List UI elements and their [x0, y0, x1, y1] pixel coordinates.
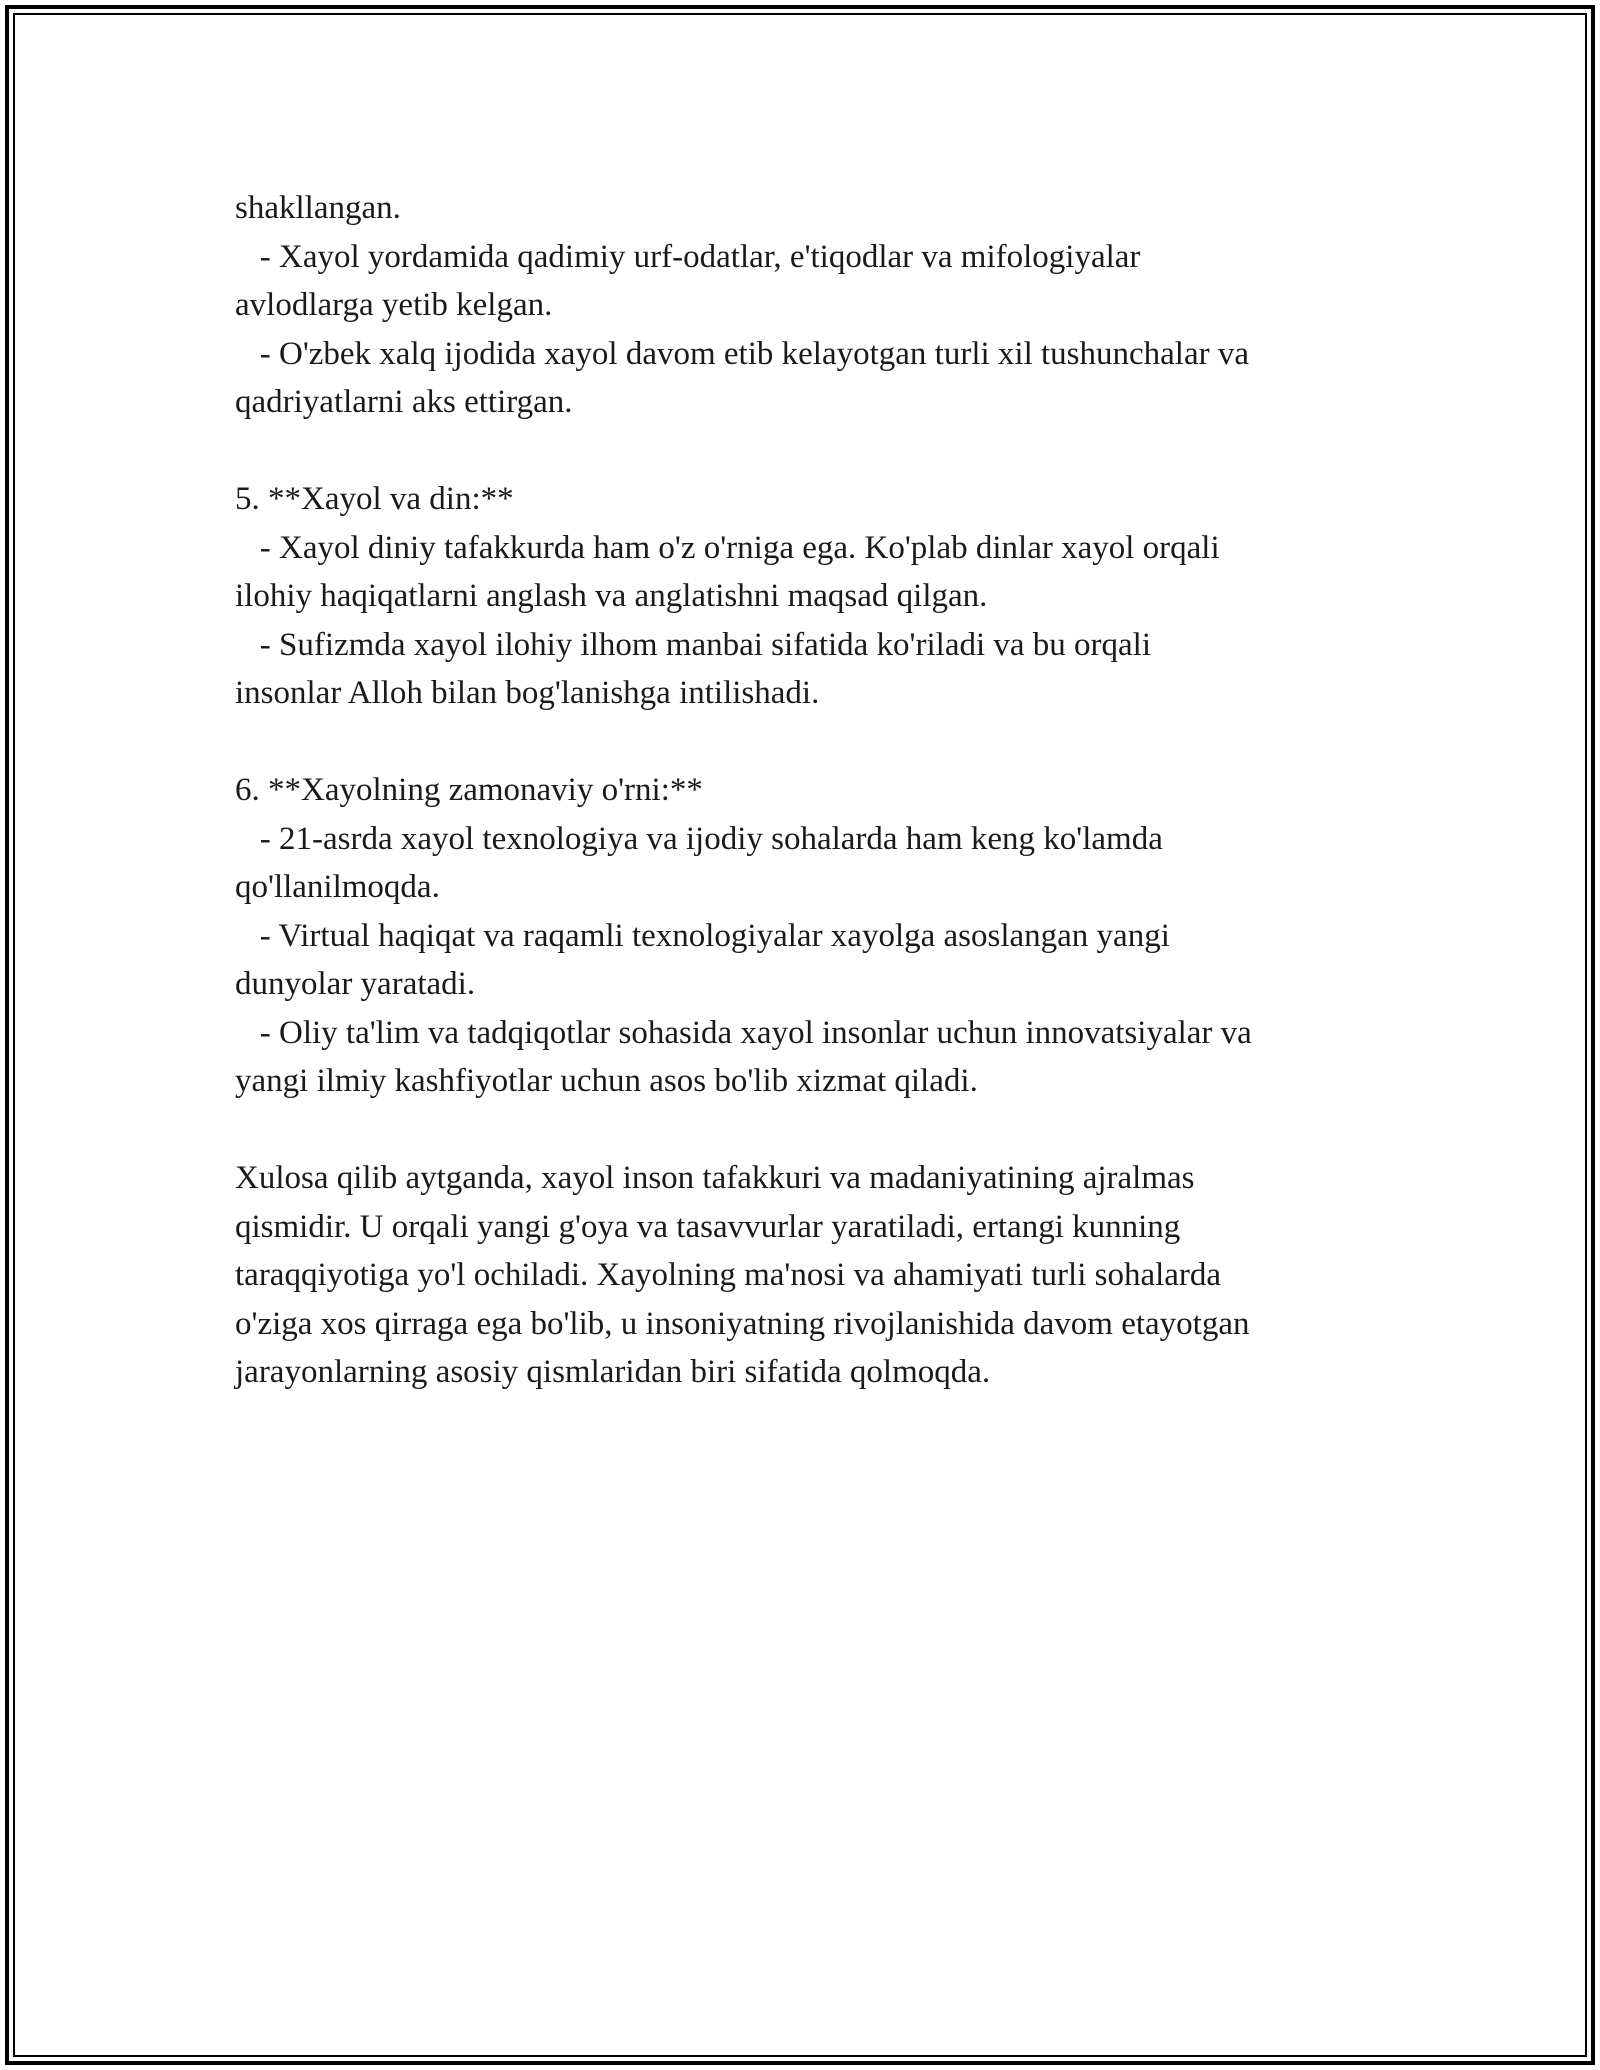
conclusion-line: taraqqiyotiga yo'l ochiladi. Xayolning ma'nosi va ahamiyati turli sohalarda	[235, 1257, 1222, 1293]
blank-line	[235, 1106, 1385, 1155]
conclusion-line: Xulosa qilib aytganda, xayol inson tafakkuri va madaniyatining ajralmas	[235, 1160, 1195, 1196]
document-body	[235, 184, 1385, 1397]
text-line: - Xayol diniy tafakkurda ham o'z o'rniga ega. Ko'plab dinlar xayol orqali	[235, 529, 1220, 566]
conclusion-line: qismidir. U orqali yangi g'oya va tasavvurlar yaratiladi, ertangi kunning	[235, 1208, 1181, 1245]
conclusion-line: jarayonlarning asosiy qismlaridan biri sifatida qolmoqda.	[235, 1354, 991, 1390]
text-line: - O'zbek xalq ijodida xayol davom etib kelayotgan turli xil tushunchalar va	[235, 335, 1250, 372]
text-line: qo'llanilmoqda.	[235, 869, 440, 905]
text-line: - Sufizmda xayol ilohiy ilhom manbai sifatida ko'riladi va bu orqali	[235, 626, 1152, 663]
text-line: shakllangan.	[235, 190, 401, 226]
text-line: - Virtual haqiqat va raqamli texnologiyalar xayolga asoslangan yangi	[235, 917, 1170, 954]
text-line: - Xayol yordamida qadimiy urf-odatlar, e'tiqodlar va mifologiyalar	[235, 238, 1141, 275]
text-line: yangi ilmiy kashfiyotlar uchun asos bo'lib xizmat qiladi.	[235, 1063, 978, 1099]
text-line: dunyolar yaratadi.	[235, 966, 476, 1002]
blank-line	[235, 427, 1385, 476]
text-line: - Oliy ta'lim va tadqiqotlar sohasida xayol insonlar uchun innovatsiyalar va	[235, 1014, 1252, 1051]
blank-line	[235, 718, 1385, 767]
conclusion-line: o'ziga xos qirraga ega bo'lib, u insoniyatning rivojlanishida davom etayotgan	[235, 1305, 1250, 1342]
text-line: avlodlarga yetib kelgan.	[235, 287, 553, 323]
text-line: qadriyatlarni aks ettirgan.	[235, 384, 573, 420]
text-line: - 21-asrda xayol texnologiya va ijodiy sohalarda ham keng ko'lamda	[235, 820, 1163, 857]
text-line: ilohiy haqiqatlarni anglash va anglatishni maqsad qilgan.	[235, 578, 988, 614]
text-line: insonlar Alloh bilan bog'lanishga intilishadi.	[235, 675, 820, 711]
section-heading: 6. **Xayolning zamonaviy o'rni:**	[235, 772, 703, 808]
section-heading: 5. **Xayol va din:**	[235, 481, 514, 517]
